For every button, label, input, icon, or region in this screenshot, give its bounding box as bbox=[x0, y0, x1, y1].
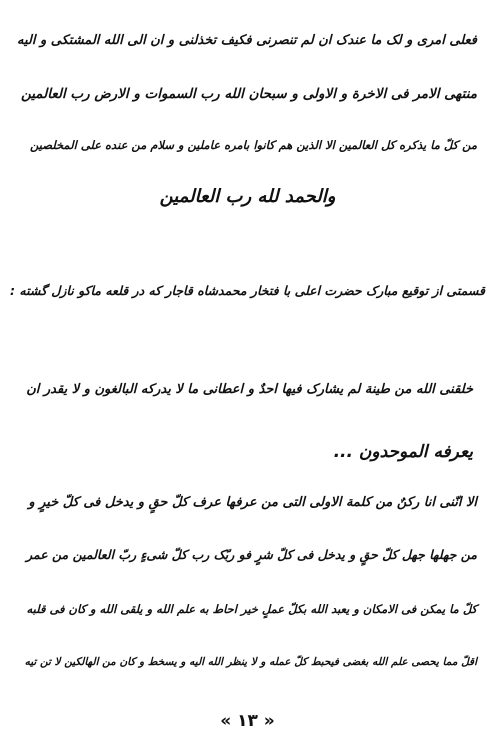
paragraph3-line-1: الا انّنی انا رکنٌ من کلمة الاولی التی من عرفها عرف کلّ حقٍ و یدخل فی کلّ خیرٍ و bbox=[28, 495, 477, 510]
paragraph3-line-3: کلّ ما یمکن فی الامکان و یعبد الله بکلّ عملٍ خیر احاط به علم الله و یلقی الله و کان فی قلبه bbox=[26, 602, 477, 616]
paragraph2-line-1: خلقنی الله من طینة لم یشارک فیها احدٌ و اعطانی ما لا یدرکه البالغون و لا یقدر ان bbox=[26, 382, 473, 397]
paragraph1-line-3: من کلّ ما یذکره کل العالمین الا الذین هم کانوا بامره عاملین و سلام من عنده علی المخلصین bbox=[30, 138, 477, 152]
paragraph2-line-2: یعرفه الموحدون ... bbox=[333, 442, 473, 462]
paragraph3-line-4: اقلّ مما یحصی علم الله بغضی فیحبط کلّ عمله و لا ینظر الله الیه و یسخط و کان من الهالکین لا تن تیه bbox=[24, 656, 477, 668]
paragraph1-line-2: منتهی الامر فی الاخرة و الاولی و سبحان الله رب السموات و الارض رب العالمین bbox=[20, 86, 477, 102]
section-heading: قسمتی از توقیع مبارک حضرت اعلی با فتخار محمدشاه قاجار که در قلعه ماکو نازل گشته : bbox=[10, 283, 485, 298]
paragraph3-line-2: من جهلها جهل کلّ حقٍ و یدخل فی کلّ شرٍ فو ربّک رب کلّ شیءٍ ربّ العالمین من عمر bbox=[26, 547, 477, 562]
paragraph1-line-4: والحمد لله رب العالمین bbox=[159, 186, 336, 207]
page-number: « ۱۳ » bbox=[220, 711, 275, 731]
paragraph1-line-1: فعلی امری و لک ما عندک ان لم تنصرنی فکیف تخذلنی و ان الی الله المشتکی و الیه bbox=[16, 33, 477, 48]
